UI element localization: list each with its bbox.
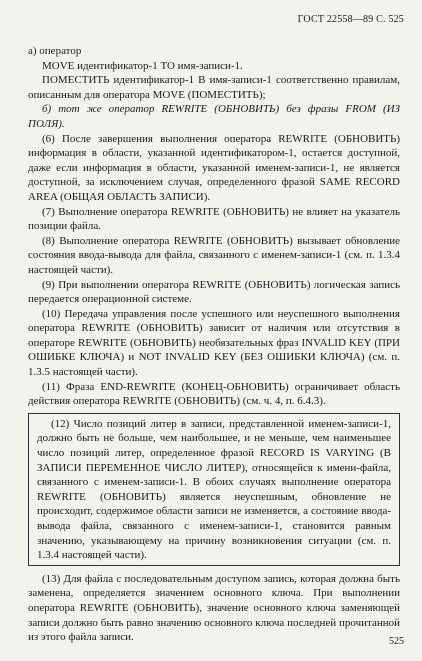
paragraph: (6) После завершения выполнения оператора REWRITE (ОБНОВИТЬ) информация в области, указанной идентификатором-1, остается доступной, даже если информация в области, указанной именем-записи-1, не является доступной, за исключением случая, определенного фразой SAME RECORD AREA (ОБЩАЯ ОБЛАСТЬ ЗАПИСИ).	[28, 132, 400, 203]
page-header: ГОСТ 22558—89 С. 525	[297, 14, 404, 25]
paragraph: (8) Выполнение оператора REWRITE (ОБНОВИТЬ) вызывает обновление состояния ввода-вывода для файла, связанного с именем-записи-1 (см. п. 1.3.4 настоящей части).	[28, 234, 400, 276]
paragraph: (10) Передача управления после успешного или неуспешного выполнения оператора REWRITE (ОБНОВИТЬ) зависит от наличия или отсутствия в операторе REWRITE (ОБНОВИТЬ) необязательных фраз INVALID KEY (ПРИ ОШИБКЕ КЛЮЧА) и NOT INVALID KEY (БЕЗ ОШИБКИ КЛЮЧА) (см. п. 1.3.5 настоящей части).	[28, 307, 400, 379]
paragraph: (9) При выполнении оператора REWRITE (ОБНОВИТЬ) логическая запись передается операционной системе.	[28, 278, 400, 306]
paragraph: MOVE идентификатор-1 TO имя-записи-1.	[42, 59, 243, 72]
paragraph: б) тот же оператор REWRITE (ОБНОВИТЬ) без фразы FROM (ИЗ ПОЛЯ).	[28, 103, 400, 130]
boxed-section	[28, 413, 400, 566]
page-number: 525	[389, 636, 404, 647]
paragraph: а) оператор	[28, 45, 82, 57]
paragraph: (13) Для файла с последовательным доступом запись, которая должна быть заменена, определяется значением основного ключа. При выполнении оператора REWRITE (ОБНОВИТЬ), значение основного ключа заменяющей записи должно быть равно значению основного ключа последней прочитанной из этого файла записи.	[28, 572, 400, 644]
boxed-paragraph: (12) Число позиций литер в записи, представленной именем-записи-1, должно быть не больше, чем наибольшее, и не меньше, чем наименьшее число позиций литер, определенное фразой RECORD IS VARYING (В ЗАПИСИ ПЕРЕМЕННОЕ ЧИСЛО ЛИТЕР), относящейся к имени-файла, связанного с именем-записи-1. В обоих случаях выполнение оператора REWRITE (ОБНОВИТЬ) является неуспешным, обновление не происходит, содержимое области записи не изменяется, а состояние ввода-вывода файла, связанного с именем-записи-1, становится равным значению, указывающему на причину возникновения ситуации (см. п. 1.3.4 настоящей части).	[37, 417, 391, 562]
page-body	[28, 44, 400, 645]
paragraph: (11) Фраза END-REWRITE (КОНЕЦ-ОБНОВИТЬ) ограничивает область действия оператора REWRITE (ОБНОВИТЬ) (см. ч. 4, п. 6.4.3).	[28, 380, 400, 408]
paragraph: (7) Выполнение оператора REWRITE (ОБНОВИТЬ) не влияет на указатель позиции файла.	[28, 205, 400, 233]
paragraph: ПОМЕСТИТЬ идентификатор-1 В имя-записи-1 соответственно правилам, описанным для оператора MOVE (ПОМЕСТИТЬ);	[28, 74, 400, 101]
